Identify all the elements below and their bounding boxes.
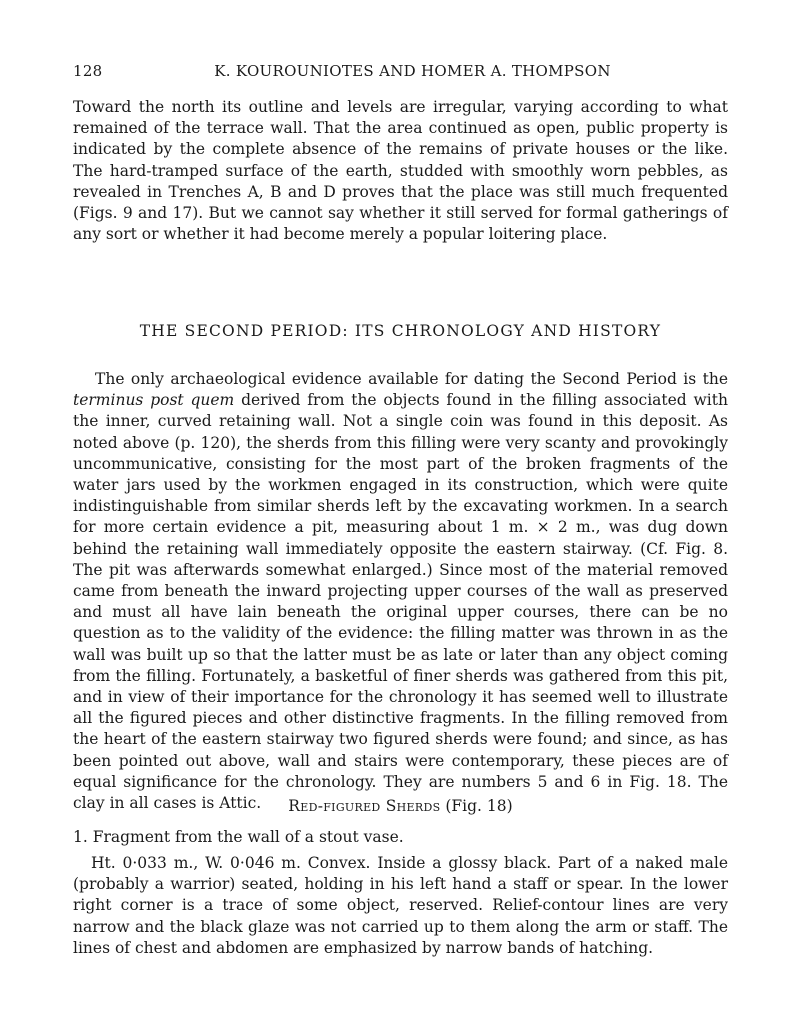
- terminus-post-quem: terminus post quem: [73, 391, 235, 410]
- paragraph-rest: derived from the objects found in the filling associated with the inner, curved retaining wall. Not a single coin was found in this deposit. As noted above (p. 120), the sherds from this filling were very scanty and provokingly uncommunicative, consisting for the most part of the broken fragments of the water jars used by the workmen engaged in its construction, which were quite indistinguishable from similar sherds left by the excavating workmen. In a search for more certain evidence a pit, measuring about 1 m. × 2 m., was dug down behind the retaining wall immediately opposite the eastern stairway. (Cf. Fig. 8. The pit was afterwards somewhat enlarged.) Since most of the material removed came from beneath the inward projecting upper courses of the wall as preserved and must all have lain beneath the original upper courses, there can be no question as to the validity of the evidence: the filling matter was thrown in as the wall was built up so that the latter must be as late or later than any object coming from the filling. Fortunately, a basketful of finer sherds was gathered from this pit, and in view of their importance for the chronology it has seemed well to illustrate all the figured pieces and other distinctive fragments. In the filling removed from the heart of the eastern stairway two figured sherds were found; and since, as has been pointed out above, wall and stairs were contemporary, these pieces are of equal significance for the chronology. They are numbers 5 and 6 in Fig. 18. The clay in all cases is Attic.: [73, 391, 728, 813]
- paragraph-lead: The only archaeological evidence available for dating the Second Period is the: [95, 370, 728, 388]
- subheading-label: Red-figured Sherds: [288, 797, 441, 815]
- paragraph-terrace: Toward the north its outline and levels are irregular, varying according to what remained of the terrace wall. That the area continued as open, public property is indicated by the complete absence of the remains of private houses or the like. The hard-tramped surface of the earth, studded with smoothly worn pebbles, as revealed in Trenches A, B and D proves that the place was still much frequented (Figs. 9 and 17). But we cannot say whether it still served for formal gatherings of any sort or whether it had become merely a popular loitering place.: [73, 98, 728, 244]
- item-1-body: Ht. 0·033 m., W. 0·046 m. Convex. Inside a glossy black. Part of a naked male (probably a warrior) seated, holding in his left hand a staff or spear. In the lower right corner is a trace of some object, reserved. Relief-contour lines are very narrow and the black glaze was not carried up to them along the arm or staff. The lines of chest and abdomen are emphasized by narrow bands of hatching.: [73, 854, 728, 957]
- paragraph-chronology: [73, 369, 728, 814]
- running-title: K. KOUROUNIOTES AND HOMER A. THOMPSON: [214, 62, 611, 80]
- page-number: 128: [73, 62, 103, 80]
- item-1-title: 1. Fragment from the wall of a stout vase.: [73, 828, 404, 846]
- page-header: [73, 62, 728, 84]
- subheading: [73, 797, 728, 815]
- section-title: THE SECOND PERIOD: ITS CHRONOLOGY AND HISTORY: [139, 322, 662, 340]
- subheading-ref: (Fig. 18): [445, 797, 513, 815]
